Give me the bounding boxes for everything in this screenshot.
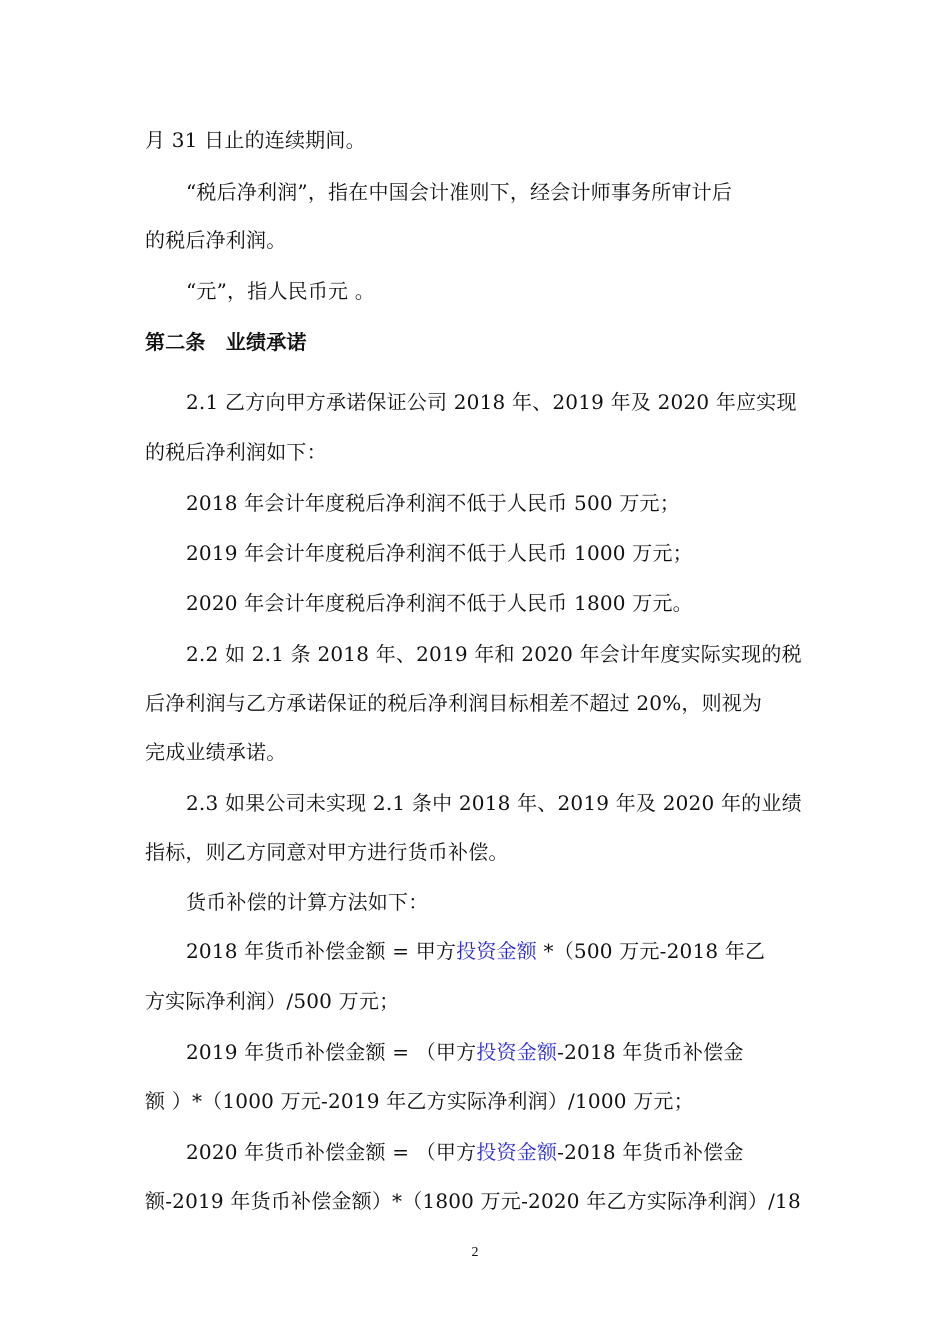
target-2018: 2018 年会计年度税后净利润不低于人民币 500 万元；: [186, 491, 680, 515]
text-line: 完成业绩承诺。: [145, 740, 287, 764]
formula-2019: [186, 1037, 744, 1067]
investment-amount-link[interactable]: 投资金额: [456, 939, 537, 963]
text-line: 的税后净利润。: [145, 228, 287, 252]
compensation-method-intro: 货币补偿的计算方法如下：: [186, 890, 429, 914]
text-line: 的税后净利润如下：: [145, 440, 327, 464]
text-line: 指标，则乙方同意对甲方进行货币补偿。: [145, 840, 509, 864]
text-line: 后净利润与乙方承诺保证的税后净利润目标相差不超过 20%，则视为: [145, 691, 763, 715]
page-number: 2: [471, 1245, 479, 1260]
definition-yuan: “元”，指人民币元 。: [186, 279, 376, 303]
formula-text: 2018 年货币补偿金额 = 甲方: [186, 939, 457, 963]
investment-amount-link[interactable]: 投资金额: [476, 1140, 558, 1164]
formula-text: 2020 年货币补偿金额 = （甲方: [186, 1140, 477, 1164]
target-2019: 2019 年会计年度税后净利润不低于人民币 1000 万元；: [186, 541, 693, 565]
text-line: 额 ）*（1000 万元-2019 年乙方实际净利润）/1000 万元；: [145, 1089, 694, 1113]
formula-text: *（500 万元-2018 年乙: [536, 939, 766, 963]
formula-2018: [186, 936, 765, 966]
clause-2-1: 2.1 乙方向甲方承诺保证公司 2018 年、2019 年及 2020 年应实现: [186, 390, 797, 414]
definition-net-profit: “税后净利润”，指在中国会计准则下，经会计师事务所审计后: [186, 180, 733, 204]
formula-text: -2018 年货币补偿金: [557, 1040, 744, 1064]
formula-text: 2019 年货币补偿金额 = （甲方: [186, 1040, 477, 1064]
investment-amount-link[interactable]: 投资金额: [476, 1040, 558, 1064]
text-line: 方实际净利润）/500 万元；: [145, 989, 400, 1013]
formula-2020: [186, 1137, 744, 1167]
section-heading: 第二条 业绩承诺: [145, 330, 307, 354]
clause-2-2: 2.2 如 2.1 条 2018 年、2019 年和 2020 年会计年度实际实现的税: [186, 642, 802, 666]
clause-2-3: 2.3 如果公司未实现 2.1 条中 2018 年、2019 年及 2020 年的业绩: [186, 791, 802, 815]
text-line: 额-2019 年货币补偿金额）*（1800 万元-2020 年乙方实际净利润）/18: [145, 1189, 801, 1213]
target-2020: 2020 年会计年度税后净利润不低于人民币 1800 万元。: [186, 591, 693, 615]
text-line: 月 31 日止的连续期间。: [145, 128, 366, 152]
formula-text: -2018 年货币补偿金: [557, 1140, 744, 1164]
